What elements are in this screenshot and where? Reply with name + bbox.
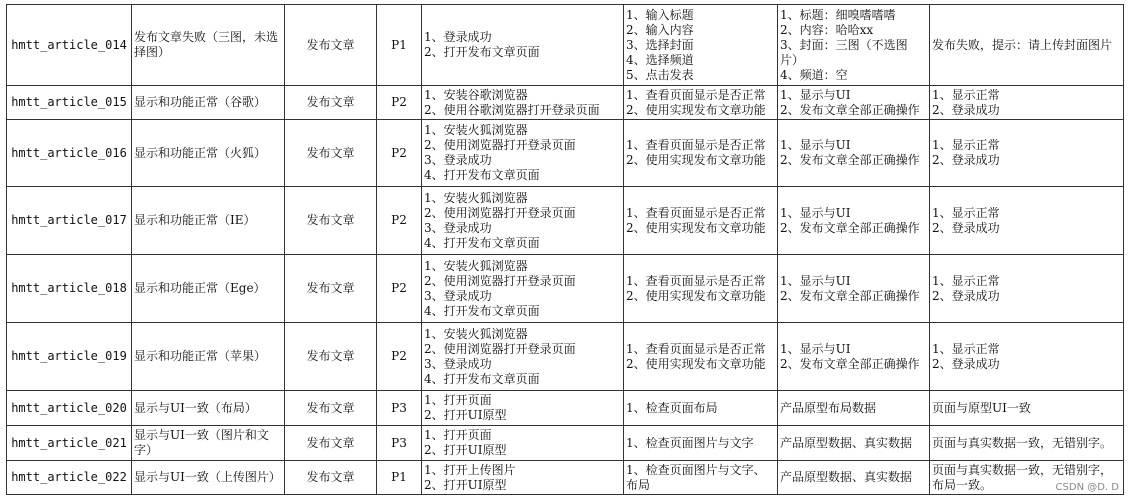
case-test-data: 1、标题：细嗅嗜嗜嗜 2、内容：哈哈xx 3、封面：三图（不选图片） 4、频道：空 bbox=[778, 5, 930, 86]
table-row bbox=[7, 461, 1124, 495]
case-title: 显示和功能正常（谷歌） bbox=[132, 86, 285, 120]
case-module: 发布文章 bbox=[285, 323, 377, 391]
table-row bbox=[7, 120, 1124, 187]
case-expected: 发布失败，提示：请上传封面图片 bbox=[930, 5, 1124, 86]
case-module: 发布文章 bbox=[285, 187, 377, 255]
case-preconditions: 1、登录成功 2、打开发布文章页面 bbox=[422, 5, 624, 86]
table-row bbox=[7, 255, 1124, 323]
case-expected: 页面与真实数据一致，无错别字。 bbox=[930, 426, 1124, 461]
case-expected: 1、显示正常 2、登录成功 bbox=[930, 323, 1124, 391]
case-priority: P3 bbox=[377, 391, 422, 426]
table-row bbox=[7, 426, 1124, 461]
case-module: 发布文章 bbox=[285, 86, 377, 120]
case-priority: P1 bbox=[377, 461, 422, 495]
case-module: 发布文章 bbox=[285, 255, 377, 323]
case-preconditions: 1、打开页面 2、打开UI原型 bbox=[422, 426, 624, 461]
case-test-data: 1、显示与UI 2、发布文章全部正确操作 bbox=[778, 187, 930, 255]
case-title: 显示和功能正常（苹果） bbox=[132, 323, 285, 391]
case-priority: P2 bbox=[377, 187, 422, 255]
case-test-data: 1、显示与UI 2、发布文章全部正确操作 bbox=[778, 120, 930, 187]
case-steps: 1、查看页面显示是否正常 2、使用实现发布文章功能 bbox=[624, 255, 778, 323]
case-expected: 1、显示正常 2、登录成功 bbox=[930, 120, 1124, 187]
case-test-data: 1、显示与UI 2、发布文章全部正确操作 bbox=[778, 323, 930, 391]
case-expected: 1、显示正常 2、登录成功 bbox=[930, 187, 1124, 255]
case-expected: 页面与原型UI一致 bbox=[930, 391, 1124, 426]
table-row bbox=[7, 5, 1124, 86]
case-test-data: 产品原型数据、真实数据 bbox=[778, 426, 930, 461]
case-id: hmtt_article_015 bbox=[7, 86, 132, 120]
case-title: 显示和功能正常（IE） bbox=[132, 187, 285, 255]
case-priority: P2 bbox=[377, 86, 422, 120]
table-row bbox=[7, 323, 1124, 391]
case-priority: P2 bbox=[377, 120, 422, 187]
case-id: hmtt_article_018 bbox=[7, 255, 132, 323]
case-id: hmtt_article_021 bbox=[7, 426, 132, 461]
case-steps: 1、输入标题 2、输入内容 3、选择封面 4、选择频道 5、点击发表 bbox=[624, 5, 778, 86]
table-row bbox=[7, 86, 1124, 120]
case-id: hmtt_article_014 bbox=[7, 5, 132, 86]
case-priority: P1 bbox=[377, 5, 422, 86]
case-id: hmtt_article_016 bbox=[7, 120, 132, 187]
case-title: 显示与UI一致（图片和文字） bbox=[132, 426, 285, 461]
case-steps: 1、查看页面显示是否正常 2、使用实现发布文章功能 bbox=[624, 323, 778, 391]
case-title: 发布文章失败（三图，未选择图） bbox=[132, 5, 285, 86]
case-steps: 1、查看页面显示是否正常 2、使用实现发布文章功能 bbox=[624, 86, 778, 120]
case-preconditions: 1、安装火狐浏览器 2、使用浏览器打开登录页面 3、登录成功 4、打开发布文章页面 bbox=[422, 323, 624, 391]
test-case-table bbox=[6, 4, 1124, 495]
case-preconditions: 1、安装火狐浏览器 2、使用浏览器打开登录页面 3、登录成功 4、打开发布文章页面 bbox=[422, 187, 624, 255]
case-steps: 1、检查页面图片与文字、布局 bbox=[624, 461, 778, 495]
case-module: 发布文章 bbox=[285, 120, 377, 187]
case-steps: 1、查看页面显示是否正常 2、使用实现发布文章功能 bbox=[624, 187, 778, 255]
case-id: hmtt_article_022 bbox=[7, 461, 132, 495]
case-module: 发布文章 bbox=[285, 5, 377, 86]
case-preconditions: 1、安装谷歌浏览器 2、使用谷歌浏览器打开登录页面 bbox=[422, 86, 624, 120]
case-id: hmtt_article_020 bbox=[7, 391, 132, 426]
watermark: CSDN @D. D bbox=[1055, 482, 1119, 493]
case-title: 显示和功能正常（Ege） bbox=[132, 255, 285, 323]
case-preconditions: 1、打开上传图片 2、打开UI原型 bbox=[422, 461, 624, 495]
case-title: 显示和功能正常（火狐） bbox=[132, 120, 285, 187]
case-id: hmtt_article_017 bbox=[7, 187, 132, 255]
case-test-data: 1、显示与UI 2、发布文章全部正确操作 bbox=[778, 255, 930, 323]
case-module: 发布文章 bbox=[285, 461, 377, 495]
case-preconditions: 1、打开页面 2、打开UI原型 bbox=[422, 391, 624, 426]
case-test-data: 产品原型布局数据 bbox=[778, 391, 930, 426]
case-expected: 页面与真实数据一致，无错别字，布局一致。 bbox=[930, 461, 1124, 495]
case-steps: 1、检查页面图片与文字 bbox=[624, 426, 778, 461]
case-priority: P2 bbox=[377, 255, 422, 323]
table-body bbox=[7, 5, 1124, 495]
case-steps: 1、查看页面显示是否正常 2、使用实现发布文章功能 bbox=[624, 120, 778, 187]
case-steps: 1、检查页面布局 bbox=[624, 391, 778, 426]
case-preconditions: 1、安装火狐浏览器 2、使用浏览器打开登录页面 3、登录成功 4、打开发布文章页面 bbox=[422, 120, 624, 187]
case-title: 显示与UI一致（布局） bbox=[132, 391, 285, 426]
case-priority: P3 bbox=[377, 426, 422, 461]
case-priority: P2 bbox=[377, 323, 422, 391]
case-expected: 1、显示正常 2、登录成功 bbox=[930, 86, 1124, 120]
case-test-data: 1、显示与UI 2、发布文章全部正确操作 bbox=[778, 86, 930, 120]
table-row bbox=[7, 391, 1124, 426]
case-preconditions: 1、安装火狐浏览器 2、使用浏览器打开登录页面 3、登录成功 4、打开发布文章页面 bbox=[422, 255, 624, 323]
case-module: 发布文章 bbox=[285, 391, 377, 426]
case-title: 显示与UI一致（上传图片） bbox=[132, 461, 285, 495]
case-test-data: 产品原型数据、真实数据 bbox=[778, 461, 930, 495]
case-id: hmtt_article_019 bbox=[7, 323, 132, 391]
table-row bbox=[7, 187, 1124, 255]
case-module: 发布文章 bbox=[285, 426, 377, 461]
case-expected: 1、显示正常 2、登录成功 bbox=[930, 255, 1124, 323]
